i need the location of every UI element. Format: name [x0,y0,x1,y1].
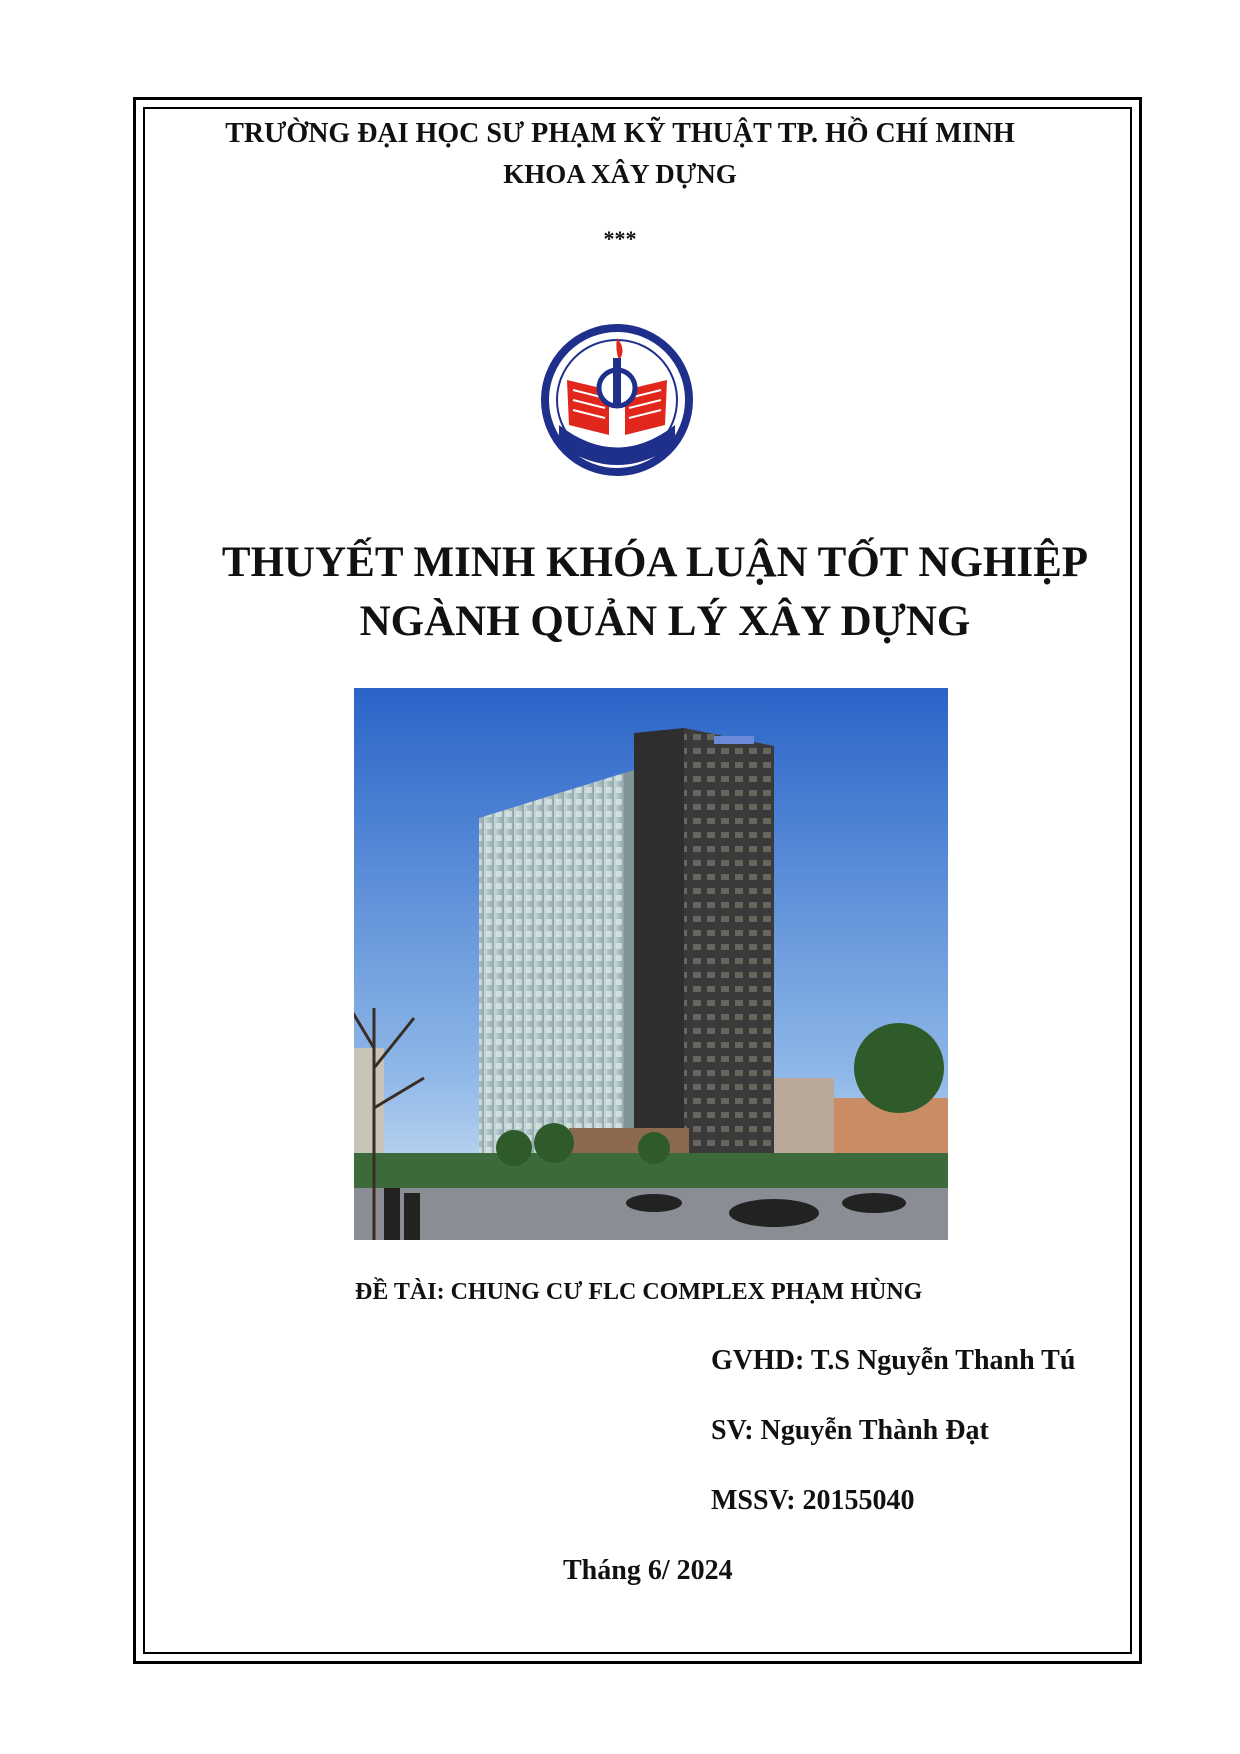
faculty-name: KHOA XÂY DỰNG [503,159,737,189]
thesis-title-line1: THUYẾT MINH KHÓA LUẬN TỐT NGHIỆP [221,539,1089,586]
separator-stars: *** [603,226,637,251]
student-id: MSSV: 20155040 [711,1485,915,1516]
university-logo-icon [539,320,695,480]
student-name: SV: Nguyễn Thành Đạt [711,1415,989,1446]
thesis-title-line2: NGÀNH QUẢN LÝ XÂY DỰNG [359,598,971,645]
university-name: TRƯỜNG ĐẠI HỌC SƯ PHẠM KỸ THUẬT TP. HỒ CHÍ MINH [225,118,1015,149]
building-illustration-icon [354,688,948,1240]
thesis-topic: ĐỀ TÀI: CHUNG CƯ FLC COMPLEX PHẠM HÙNG [355,1279,923,1305]
advisor-name: GVHD: T.S Nguyễn Thanh Tú [711,1345,1076,1376]
submission-date: Tháng 6/ 2024 [563,1555,733,1586]
